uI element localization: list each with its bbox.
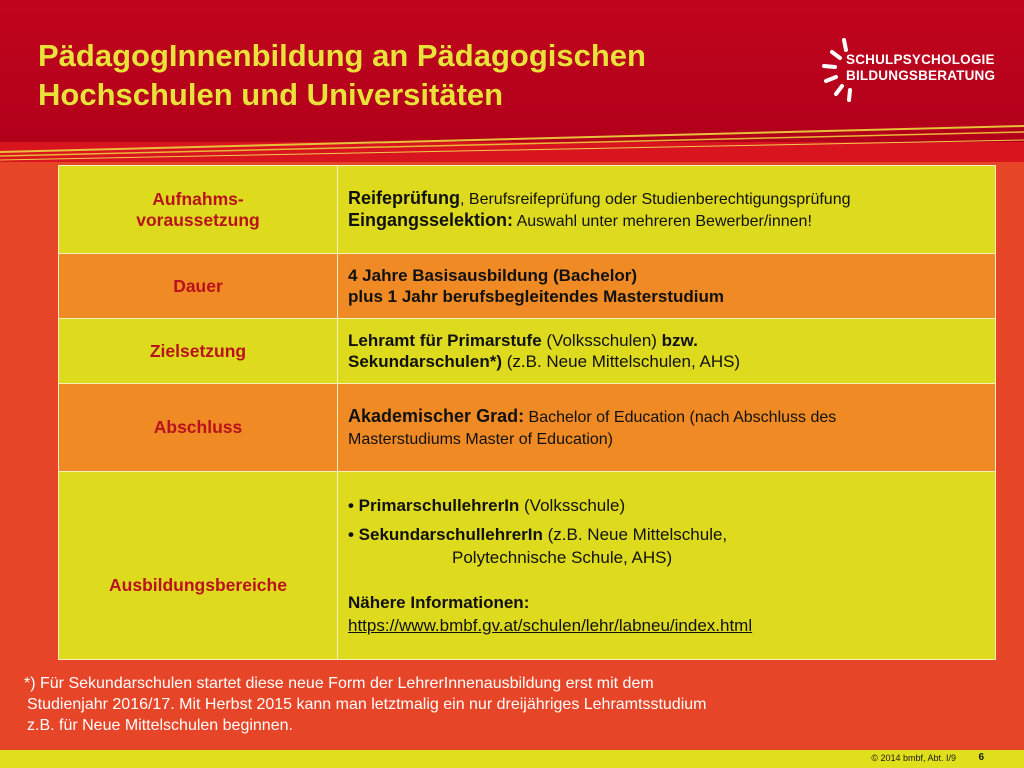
bmbf-link[interactable]: https://www.bmbf.gv.at/schulen/lehr/labneu/index.html: [348, 616, 753, 635]
table-row-aufnahme: [59, 166, 996, 254]
content-text: (Volksschule): [519, 496, 626, 515]
logo-text: [846, 52, 995, 84]
page-number: 6: [978, 752, 984, 763]
content-bold: • SekundarschullehrerIn: [348, 525, 543, 544]
row-label: Zielsetzung: [59, 319, 338, 384]
footer-copyright: © 2014 bmbf, Abt. I/9: [871, 753, 956, 763]
footnote-line: *) Für Sekundarschulen startet diese neue Form der LehrerInnenausbildung erst mit dem: [24, 675, 654, 692]
row-content: [338, 166, 996, 254]
footnote-line: Studienjahr 2016/17. Mit Herbst 2015 kann man letztmalig ein nur dreijähriges Lehramtsstudium: [27, 696, 707, 713]
content-text: , Berufsreifeprüfung oder Studienberechtigungsprüfung: [460, 190, 851, 208]
content-text: Bachelor of Education (nach Abschluss des: [524, 408, 837, 426]
content-text: Auswahl unter mehreren Bewerber/innen!: [513, 212, 812, 230]
label-line: Aufnahms-: [152, 188, 244, 209]
label-line: voraussetzung: [136, 209, 260, 230]
row-label: Ausbildungsbereiche: [59, 472, 338, 660]
table-row-abschluss: [59, 384, 996, 472]
content-bold: • PrimarschullehrerIn: [348, 496, 520, 515]
content-bold: Eingangsselektion:: [348, 209, 514, 230]
row-label: Dauer: [59, 254, 338, 319]
row-content: [338, 472, 996, 660]
table-row-ausbildungsbereiche: [59, 472, 996, 660]
content-bold: plus 1 Jahr berufsbegleitendes Masterstudium: [348, 287, 724, 306]
content-text: (z.B. Neue Mittelschule,: [542, 525, 728, 544]
content-bold: bzw.: [661, 331, 698, 350]
row-content: [338, 254, 996, 319]
content-bold: Akademischer Grad:: [348, 405, 525, 426]
page-title: [38, 36, 646, 114]
footnote-line: z.B. für Neue Mittelschulen beginnen.: [27, 717, 293, 734]
content-bold: Sekundarschulen*): [348, 352, 502, 371]
content-text: (Volksschulen): [541, 331, 662, 350]
decorative-swoosh: [0, 118, 1024, 166]
row-content: [338, 384, 996, 472]
info-table: [58, 165, 996, 660]
row-content: [338, 319, 996, 384]
logo-line-1: SCHULPSYCHOLOGIE: [846, 52, 995, 67]
title-line-1: PädagogInnenbildung an Pädagogischen: [38, 38, 646, 73]
logo-line-2: BILDUNGSBERATUNG: [846, 68, 996, 83]
content-bold: Reifeprüfung: [348, 187, 460, 208]
row-label: [59, 166, 338, 254]
content-text: (z.B. Neue Mittelschulen, AHS): [502, 352, 741, 371]
footnote: [24, 673, 924, 736]
table-row-zielsetzung: [59, 319, 996, 384]
content-text: Masterstudiums Master of Education): [348, 430, 613, 448]
content-text: Polytechnische Schule, AHS): [452, 548, 673, 567]
row-label: Abschluss: [59, 384, 338, 472]
title-line-2: Hochschulen und Universitäten: [38, 77, 504, 112]
table-row-dauer: [59, 254, 996, 319]
content-bold: 4 Jahre Basisausbildung (Bachelor): [348, 266, 638, 285]
content-bold: Lehramt für Primarstufe: [348, 331, 542, 350]
more-info-label: Nähere Informationen:: [348, 593, 530, 612]
